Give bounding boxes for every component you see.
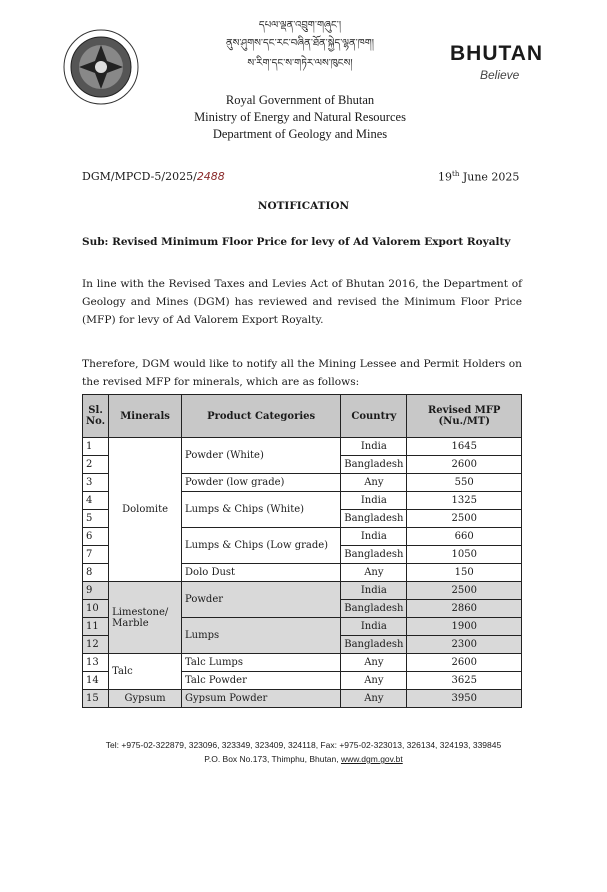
- cell-country: Any: [341, 474, 407, 492]
- tibetan-line-3: ས་རིག་དང་ས་གཏེར་ལས་ཁུངས།: [247, 58, 353, 69]
- org-line-ministry: Ministry of Energy and Natural Resources: [194, 110, 406, 124]
- cell-sl: 9: [83, 582, 109, 600]
- cell-sl: 5: [83, 510, 109, 528]
- cell-product: Powder: [182, 582, 341, 618]
- reference-number: [82, 170, 225, 183]
- ref-handwritten: 2488: [196, 170, 225, 183]
- cell-mfp: 3950: [407, 690, 522, 708]
- cell-mfp: 2860: [407, 600, 522, 618]
- brand-tagline: Believe: [480, 68, 520, 82]
- cell-sl: 7: [83, 546, 109, 564]
- cell-mfp: 1645: [407, 438, 522, 456]
- cell-mfp: 550: [407, 474, 522, 492]
- org-line-government: Royal Government of Bhutan: [225, 93, 375, 107]
- table-row: [83, 654, 522, 672]
- cell-sl: 1: [83, 438, 109, 456]
- header-mfp: Revised MFP (Nu./MT): [407, 395, 522, 438]
- header-sl: Sl. No.: [83, 395, 109, 438]
- date-day: 19: [438, 170, 452, 184]
- cell-mfp: 2600: [407, 654, 522, 672]
- cell-country: India: [341, 492, 407, 510]
- cell-country: Bangladesh: [341, 510, 407, 528]
- paragraph-intro: In line with the Revised Taxes and Levies Act of Bhutan 2016, the Department of Geology and Mines (DGM) has reviewed and revised the Minimum Floor Price (MFP) for levy of Ad Valorem Export Royalty.: [82, 278, 522, 326]
- notification-title: NOTIFICATION: [257, 200, 350, 212]
- cell-country: Bangladesh: [341, 456, 407, 474]
- cell-country: Bangladesh: [341, 600, 407, 618]
- cell-mineral: Gypsum: [109, 690, 182, 708]
- cell-sl: 2: [83, 456, 109, 474]
- paragraph-notice: Therefore, DGM would like to notify all the Mining Lessee and Permit Holders on the revised MFP for minerals, which are as follows:: [82, 358, 522, 388]
- cell-mfp: 2600: [407, 456, 522, 474]
- cell-product: Dolo Dust: [182, 564, 341, 582]
- cell-country: Bangladesh: [341, 546, 407, 564]
- cell-country: India: [341, 528, 407, 546]
- date-rest: June 2025: [459, 170, 520, 184]
- cell-mineral: Limestone/ Marble: [109, 582, 182, 654]
- footer-address-text: P.O. Box No.173, Thimphu, Bhutan,: [204, 754, 341, 764]
- cell-mfp: 3625: [407, 672, 522, 690]
- royal-emblem-seal: [62, 28, 140, 106]
- subject-line: Sub: Revised Minimum Floor Price for levy of Ad Valorem Export Royalty: [82, 236, 511, 248]
- cell-sl: 11: [83, 618, 109, 636]
- cell-sl: 13: [83, 654, 109, 672]
- header-minerals: Minerals: [109, 395, 182, 438]
- cell-sl: 12: [83, 636, 109, 654]
- cell-mfp: 2500: [407, 582, 522, 600]
- table-row: [83, 438, 522, 456]
- cell-sl: 4: [83, 492, 109, 510]
- cell-mfp: 2500: [407, 510, 522, 528]
- website-link[interactable]: www.dgm.gov.bt: [340, 754, 403, 764]
- cell-product: Talc Lumps: [182, 654, 341, 672]
- tibetan-line-1: དཔལ་ལྡན་འབྲུག་གཞུང་།: [258, 20, 342, 31]
- cell-sl: 15: [83, 690, 109, 708]
- org-line-department: Department of Geology and Mines: [212, 127, 388, 141]
- ref-printed: DGM/MPCD-5/2025/: [82, 170, 197, 183]
- cell-country: Bangladesh: [341, 636, 407, 654]
- cell-sl: 3: [83, 474, 109, 492]
- cell-product: Powder (White): [182, 438, 341, 474]
- footer-contact: Tel: +975-02-322879, 323096, 323349, 323409, 324118, Fax: +975-02-323013, 326134, 324193, 339845: [105, 740, 502, 750]
- cell-sl: 10: [83, 600, 109, 618]
- cell-country: Any: [341, 690, 407, 708]
- cell-mineral: Dolomite: [109, 438, 182, 582]
- mfp-table: [82, 394, 522, 708]
- cell-country: Any: [341, 564, 407, 582]
- footer-address: [0, 754, 607, 764]
- cell-country: Any: [341, 672, 407, 690]
- cell-product: Lumps & Chips (Low grade): [182, 528, 341, 564]
- header-country: Country: [341, 395, 407, 438]
- cell-mfp: 2300: [407, 636, 522, 654]
- cell-sl: 14: [83, 672, 109, 690]
- cell-sl: 8: [83, 564, 109, 582]
- cell-mfp: 660: [407, 528, 522, 546]
- cell-product: Lumps & Chips (White): [182, 492, 341, 528]
- cell-product: Talc Powder: [182, 672, 341, 690]
- cell-country: India: [341, 618, 407, 636]
- cell-country: India: [341, 582, 407, 600]
- table-row: [83, 582, 522, 600]
- table-row: [83, 690, 522, 708]
- cell-product: Gypsum Powder: [182, 690, 341, 708]
- header-product: Product Categories: [182, 395, 341, 438]
- cell-mfp: 150: [407, 564, 522, 582]
- brand-logo-text: BHUTAN: [450, 42, 544, 65]
- date-suffix: th: [452, 170, 460, 178]
- notice-date: [438, 170, 519, 184]
- tibetan-line-2: ནུས་ཤུགས་དང་རང་བཞིན་ཐོན་སྐྱེད་ལྷན་ཁག།: [225, 38, 374, 49]
- cell-product: Lumps: [182, 618, 341, 654]
- cell-product: Powder (low grade): [182, 474, 341, 492]
- cell-country: India: [341, 438, 407, 456]
- cell-mineral: Talc: [109, 654, 182, 690]
- cell-mfp: 1050: [407, 546, 522, 564]
- cell-country: Any: [341, 654, 407, 672]
- cell-mfp: 1325: [407, 492, 522, 510]
- cell-sl: 6: [83, 528, 109, 546]
- table-header-row: [83, 395, 522, 438]
- cell-mfp: 1900: [407, 618, 522, 636]
